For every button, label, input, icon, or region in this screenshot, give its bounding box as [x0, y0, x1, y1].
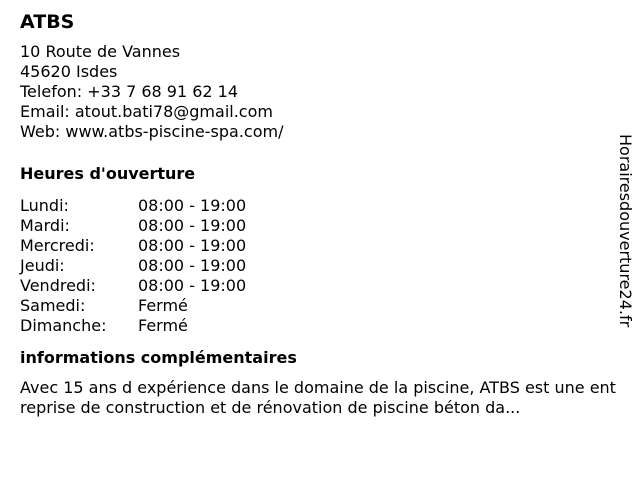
hours-day: Vendredi:: [20, 276, 96, 295]
hours-day: Mercredi:: [20, 236, 95, 255]
hours-row-monday: [20, 196, 616, 216]
business-description: Avec 15 ans d expérience dans le domaine de la piscine, ATBS est une entreprise de construction et de rénovation de piscine béton da...: [20, 378, 616, 417]
hours-time: 08:00 - 19:00: [138, 196, 247, 215]
email-line: Email: atout.bati78@gmail.com: [20, 102, 273, 121]
additional-info-heading: informations complémentaires: [20, 348, 297, 367]
hours-day: Jeudi:: [20, 256, 65, 275]
contact-block: [20, 42, 616, 142]
hours-time: 08:00 - 19:00: [138, 256, 247, 275]
hours-row-friday: [20, 276, 616, 296]
website-line: Web: www.atbs-piscine-spa.com/: [20, 122, 284, 141]
hours-day: Mardi:: [20, 216, 70, 235]
site-watermark: Horairesdouverture24.fr: [616, 134, 635, 328]
hours-row-thursday: [20, 256, 616, 276]
hours-day: Dimanche:: [20, 316, 107, 335]
business-card: [20, 10, 616, 418]
hours-time: 08:00 - 19:00: [138, 216, 247, 235]
hours-time: 08:00 - 19:00: [138, 276, 247, 295]
hours-time: 08:00 - 19:00: [138, 236, 247, 255]
hours-day: Samedi:: [20, 296, 86, 315]
hours-row-saturday: [20, 296, 616, 316]
opening-hours-table: [20, 196, 616, 336]
hours-day: Lundi:: [20, 196, 69, 215]
opening-hours-heading: Heures d'ouverture: [20, 164, 196, 183]
phone-line: Telefon: +33 7 68 91 62 14: [20, 82, 239, 101]
hours-time: Fermé: [138, 316, 188, 335]
hours-row-wednesday: [20, 236, 616, 256]
hours-row-sunday: [20, 316, 616, 336]
address-street: 10 Route de Vannes: [20, 42, 181, 61]
hours-row-tuesday: [20, 216, 616, 236]
business-name: ATBS: [20, 11, 75, 33]
address-city: 45620 Isdes: [20, 62, 118, 81]
hours-time: Fermé: [138, 296, 188, 315]
